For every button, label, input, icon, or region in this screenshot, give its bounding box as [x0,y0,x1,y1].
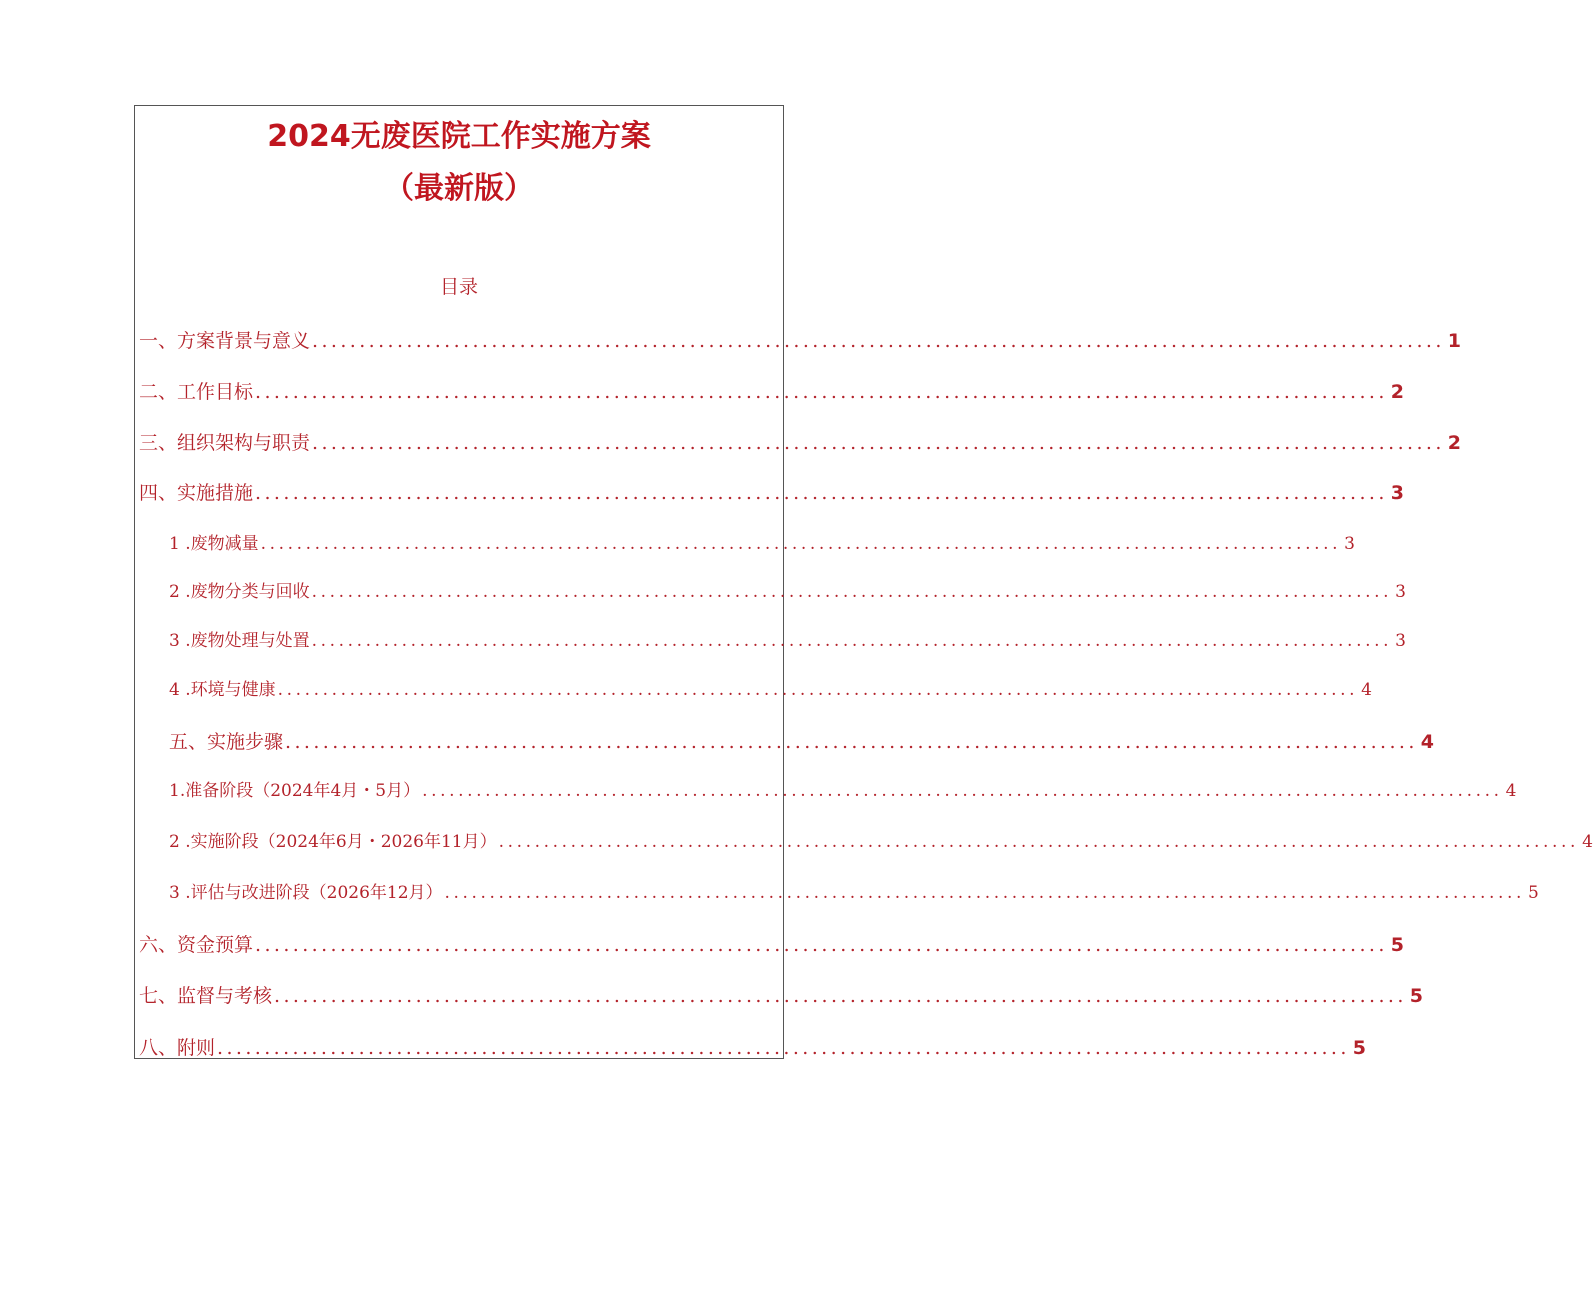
toc-entry-label: 八、附则 [139,1037,216,1059]
toc-entry-label: 2 .实施阶段（2024年6月・2026年11月） [169,832,497,852]
toc-entry[interactable] [169,883,1539,903]
toc-entry-page-number: 4 [1582,832,1593,852]
toc-entry[interactable] [169,731,1434,753]
toc-dot-leader: ........................................................................................................................ [498,832,1580,852]
toc-entry[interactable] [169,832,1593,852]
toc-entry-label: 五、实施步骤 [169,731,284,753]
toc-entry[interactable] [139,934,1404,956]
toc-dot-leader: ........................................................................................................................ [422,781,1503,801]
toc-entry-label: 1 .废物减量 [169,534,259,554]
toc-entry-page-number: 4 [1420,731,1434,753]
toc-entry-label: 二、工作目标 [139,381,254,403]
toc-entry[interactable] [139,985,1423,1007]
toc-entry-page-number: 5 [1528,883,1539,903]
toc-dot-leader: ........................................................................................................................ [311,631,1393,651]
toc-heading: 目录 [439,276,478,298]
toc-dot-leader: ........................................................................................................................ [260,534,1342,554]
toc-entry[interactable] [139,482,1404,504]
document-frame [134,105,1593,1059]
toc-entry-page-number: 3 [1395,582,1406,602]
toc-entry[interactable] [169,534,1355,554]
toc-entry-page-number: 5 [1409,985,1423,1007]
document-subtitle: （最新版） [384,171,534,206]
toc-entry[interactable] [139,432,1461,454]
toc-entry[interactable] [169,631,1406,651]
toc-entry[interactable] [139,1037,1366,1059]
toc-entry-label: 3 .评估与改进阶段（2026年12月） [169,883,443,903]
toc-entry-label: 2 .废物分类与回收 [169,582,310,602]
toc-entry-page-number: 2 [1447,432,1461,454]
toc-dot-leader: ........................................................................................................................ [255,381,1388,403]
toc-entry-page-number: 1 [1447,330,1461,352]
toc-entry-label: 1.准备阶段（2024年4月・5月） [169,781,421,801]
toc-entry-page-number: 2 [1390,381,1404,403]
toc-entry-page-number: 4 [1505,781,1517,801]
toc-entry-label: 四、实施措施 [139,482,254,504]
toc-entry[interactable] [169,582,1406,602]
toc-entry-page-number: 3 [1390,482,1404,504]
toc-dot-leader: ........................................................................................................................ [217,1037,1350,1059]
toc-entry-label: 七、监督与考核 [139,985,273,1007]
toc-entry[interactable] [139,330,1461,352]
toc-entry[interactable] [169,680,1372,700]
toc-entry[interactable] [139,381,1404,403]
toc-dot-leader: ........................................................................................................................ [311,582,1393,602]
toc-entry-label: 4 .环境与健康 [169,680,276,700]
toc-dot-leader: ........................................................................................................................ [312,432,1445,454]
toc-dot-leader: ........................................................................................................................ [312,330,1445,352]
toc-dot-leader: ........................................................................................................................ [255,934,1388,956]
toc-entry-label: 3 .废物处理与处置 [169,631,310,651]
toc-dot-leader: ........................................................................................................................ [255,482,1388,504]
toc-dot-leader: ........................................................................................................................ [444,883,1525,903]
toc-entry[interactable] [169,781,1517,801]
toc-entry-page-number: 3 [1344,534,1355,554]
toc-entry-page-number: 4 [1361,680,1372,700]
toc-entry-page-number: 3 [1395,631,1406,651]
toc-entry-label: 一、方案背景与意义 [139,330,311,352]
toc-entry-page-number: 5 [1352,1037,1366,1059]
toc-entry-label: 六、资金预算 [139,934,254,956]
toc-dot-leader: ........................................................................................................................ [285,731,1418,753]
toc-entry-page-number: 5 [1390,934,1404,956]
document-title: 2024无废医院工作实施方案 [267,119,651,154]
toc-dot-leader: ........................................................................................................................ [277,680,1359,700]
toc-dot-leader: ........................................................................................................................ [274,985,1407,1007]
toc-entry-label: 三、组织架构与职责 [139,432,311,454]
